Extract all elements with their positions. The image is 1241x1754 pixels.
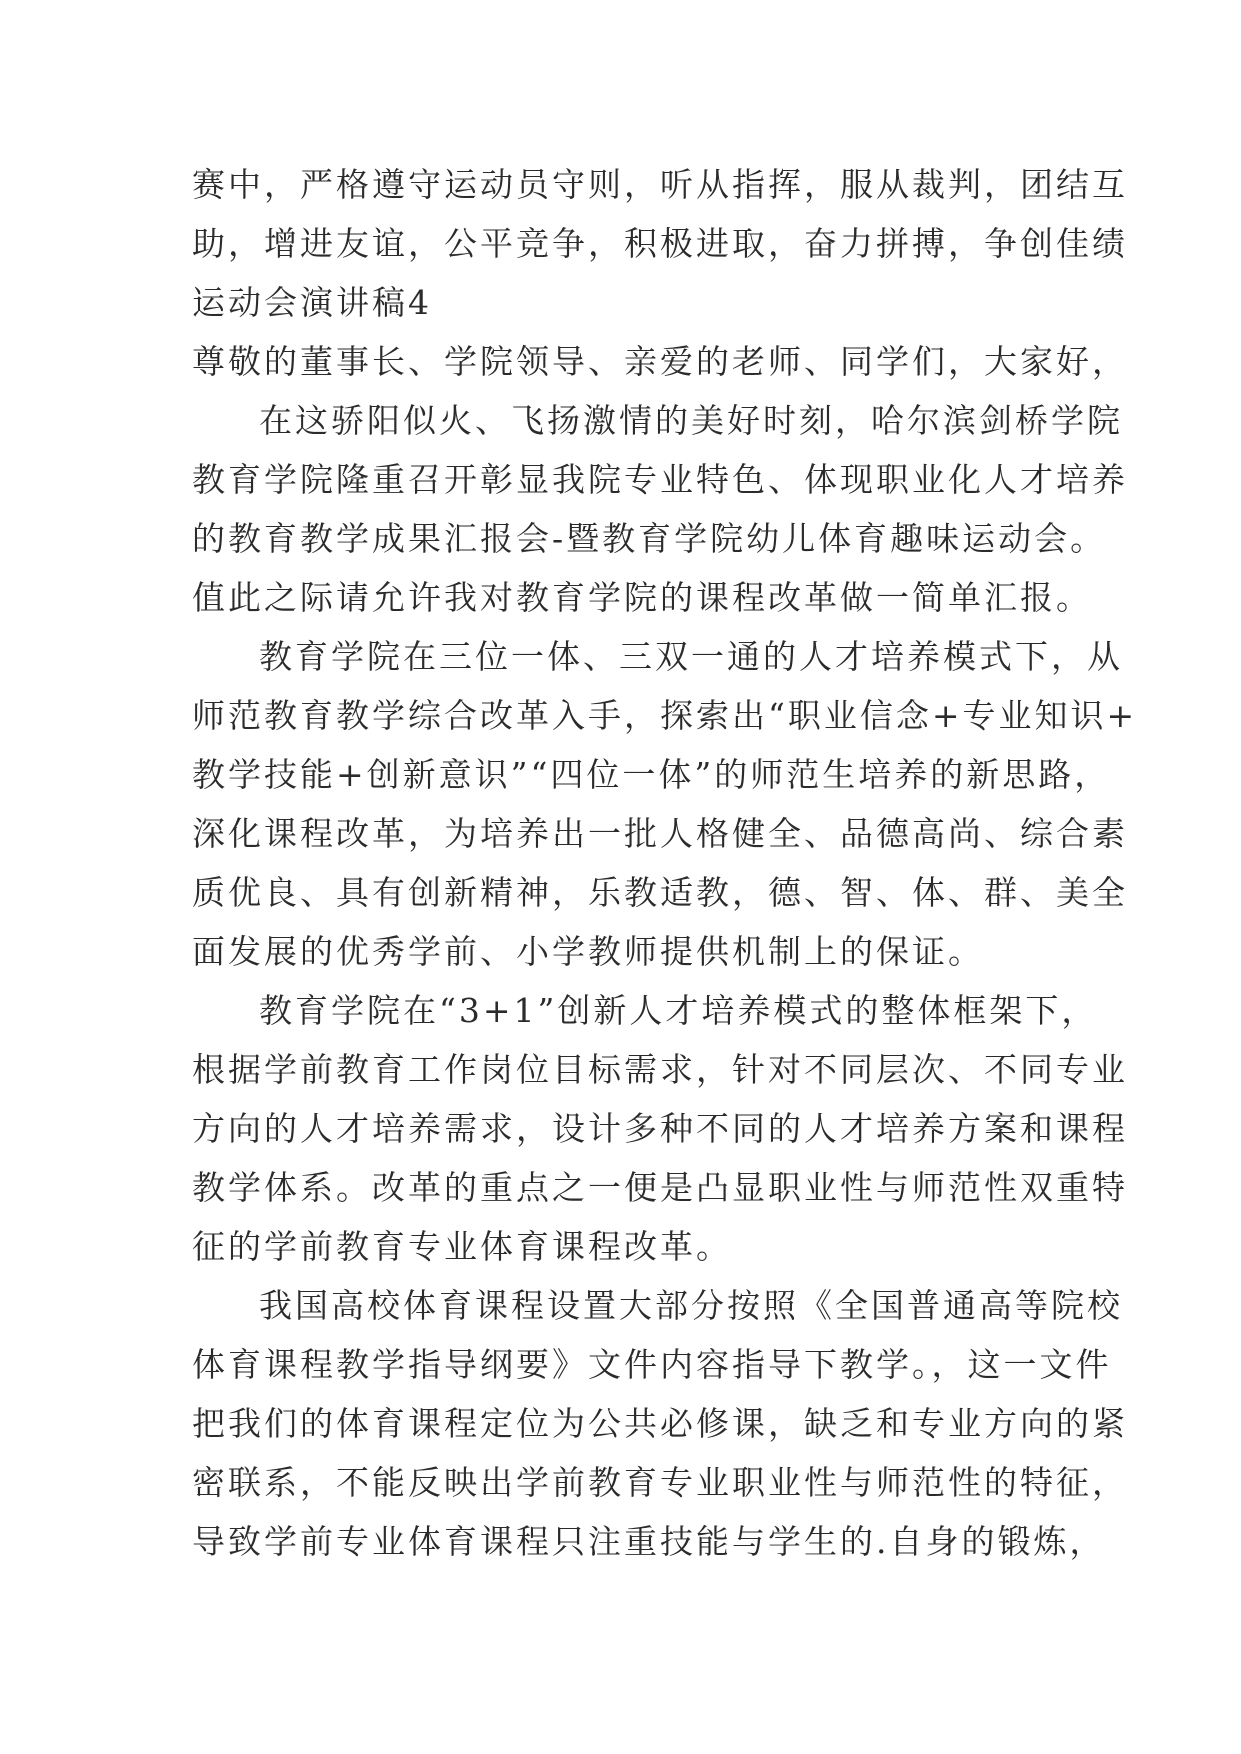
text-line: 质优良、具有创新精神，乐教适教，德、智、体、群、美全 bbox=[192, 873, 1128, 912]
text-line: 深化课程改革，为培养出一批人格健全、品德高尚、综合素 bbox=[192, 814, 1128, 853]
text-line: 教学体系。改革的重点之一便是凸显职业性与师范性双重特 bbox=[192, 1168, 1128, 1207]
text-line: 根据学前教育工作岗位目标需求，针对不同层次、不同专业 bbox=[192, 1050, 1128, 1089]
text-line: 在这骄阳似火、飞扬激情的美好时刻，哈尔滨剑桥学院 bbox=[259, 401, 1123, 440]
text-line: 值此之际请允许我对教育学院的课程改革做一简单汇报。 bbox=[192, 578, 1092, 617]
text-line: 师范教育教学综合改革入手，探索出“职业信念+专业知识+ bbox=[192, 696, 1138, 735]
text-line: 赛中，严格遵守运动员守则，听从指挥，服从裁判，团结互 bbox=[192, 165, 1128, 204]
text-line: 面发展的优秀学前、小学教师提供机制上的保证。 bbox=[192, 932, 984, 971]
text-line: 我国高校体育课程设置大部分按照《全国普通高等院校 bbox=[259, 1286, 1123, 1325]
text-line: 的教育教学成果汇报会-暨教育学院幼儿体育趣味运动会。 bbox=[192, 519, 1107, 558]
text-line: 导致学前专业体育课程只注重技能与学生的.自身的锻炼， bbox=[192, 1522, 1106, 1561]
text-line: 教学技能+创新意识”“四位一体”的师范生培养的新思路， bbox=[192, 755, 1111, 794]
text-line: 教育学院在“3+1”创新人才培养模式的整体框架下， bbox=[259, 991, 1098, 1030]
document-page bbox=[192, 155, 1138, 1571]
text-line: 体育课程教学指导纲要》文件内容指导下教学。，这一文件 bbox=[192, 1345, 1112, 1384]
text-line: 征的学前教育专业体育课程改革。 bbox=[192, 1227, 732, 1266]
text-line: 密联系，不能反映出学前教育专业职业性与师范性的特征， bbox=[192, 1463, 1128, 1502]
section-heading: 运动会演讲稿4 bbox=[192, 283, 432, 322]
text-line: 教育学院在三位一体、三双一通的人才培养模式下，从 bbox=[259, 637, 1123, 676]
text-line: 把我们的体育课程定位为公共必修课，缺乏和专业方向的紧 bbox=[192, 1404, 1128, 1443]
salutation-line: 尊敬的董事长、学院领导、亲爱的老师、同学们，大家好， bbox=[192, 342, 1128, 381]
text-line: 教育学院隆重召开彰显我院专业特色、体现职业化人才培养 bbox=[192, 460, 1128, 499]
text-line: 助，增进友谊，公平竞争，积极进取，奋力拼搏，争创佳绩 bbox=[192, 224, 1128, 263]
text-line: 方向的人才培养需求，设计多种不同的人才培养方案和课程 bbox=[192, 1109, 1128, 1148]
